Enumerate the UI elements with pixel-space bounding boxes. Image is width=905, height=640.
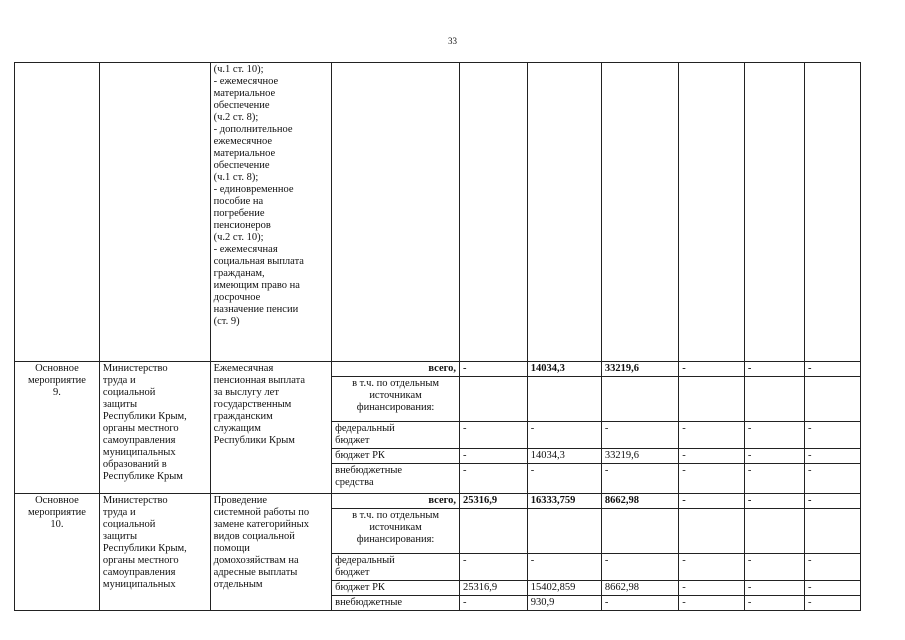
amount-cell: - xyxy=(601,554,678,581)
amount-cell xyxy=(601,377,678,422)
amount-cell xyxy=(527,509,601,554)
amount-cell: - xyxy=(679,494,745,509)
amount-cell: 33219,6 xyxy=(601,449,678,464)
amount-cell: - xyxy=(527,554,601,581)
continuation-value-cell xyxy=(679,63,745,362)
event-executor: Министерство труда и социальной защиты Республики Крым, органы местного самоуправления муниципальных образований в Республике Крым xyxy=(99,362,210,494)
funding-source: внебюджетные xyxy=(332,596,460,611)
amount-cell: - xyxy=(805,581,861,596)
continuation-value-cell xyxy=(601,63,678,362)
continuation-executor-cell xyxy=(99,63,210,362)
continuation-row xyxy=(15,63,861,362)
event-9-row xyxy=(15,362,861,377)
amount-cell: - xyxy=(744,422,804,449)
amount-cell: - xyxy=(744,362,804,377)
amount-cell: - xyxy=(460,362,528,377)
amount-cell: - xyxy=(679,449,745,464)
amount-cell: - xyxy=(679,362,745,377)
continuation-value-cell xyxy=(805,63,861,362)
amount-cell: - xyxy=(744,494,804,509)
budget-table xyxy=(14,62,861,611)
amount-cell: - xyxy=(679,581,745,596)
funding-source: в т.ч. по отдельным источникам финансирования: xyxy=(332,509,460,554)
amount-cell: - xyxy=(679,464,745,494)
amount-cell: - xyxy=(805,554,861,581)
amount-cell: - xyxy=(679,554,745,581)
event-executor: Министерство труда и социальной защиты Республики Крым, органы местного самоуправления муниципальных xyxy=(99,494,210,611)
amount-cell: 930,9 xyxy=(527,596,601,611)
amount-cell: 14034,3 xyxy=(527,362,601,377)
funding-source: бюджет РК xyxy=(332,581,460,596)
amount-cell xyxy=(805,377,861,422)
amount-cell xyxy=(460,509,528,554)
event-name: Основное мероприятие 10. xyxy=(15,494,100,611)
continuation-description: (ч.1 ст. 10); - ежемесячное материальное обеспечение (ч.2 ст. 8); - дополнительное ежемесячное материальное обеспечение (ч.1 ст. 8); - единовременное пособие на погребение пенсионеров (ч.2 ст. 10); - ежемесячная социальная выплата гражданам, имеющим право на досрочное назначение пенсии (ст. 9) xyxy=(210,63,331,362)
amount-cell: - xyxy=(805,494,861,509)
amount-cell: - xyxy=(601,464,678,494)
event-description: Проведение системной работы по замене категорийных видов социальной помощи домохозяйствам на адресные выплаты отдельным xyxy=(210,494,331,611)
amount-cell: - xyxy=(460,422,528,449)
amount-cell: - xyxy=(460,464,528,494)
page-number: 33 xyxy=(448,36,457,46)
amount-cell xyxy=(679,509,745,554)
event-name: Основное мероприятие 9. xyxy=(15,362,100,494)
continuation-value-cell xyxy=(527,63,601,362)
amount-cell xyxy=(744,509,804,554)
amount-cell: - xyxy=(744,581,804,596)
amount-cell: - xyxy=(805,464,861,494)
amount-cell: 8662,98 xyxy=(601,581,678,596)
amount-cell: - xyxy=(744,464,804,494)
amount-cell xyxy=(744,377,804,422)
continuation-name-cell xyxy=(15,63,100,362)
funding-source: бюджет РК xyxy=(332,449,460,464)
amount-cell: - xyxy=(601,422,678,449)
event-description: Ежемесячная пенсионная выплата за выслугу лет государственным гражданским служащим Республики Крым xyxy=(210,362,331,494)
budget-table-body xyxy=(15,63,861,611)
amount-cell: - xyxy=(527,464,601,494)
amount-cell: 8662,98 xyxy=(601,494,678,509)
amount-cell: - xyxy=(744,554,804,581)
amount-cell: - xyxy=(460,449,528,464)
amount-cell: - xyxy=(460,596,528,611)
amount-cell xyxy=(601,509,678,554)
amount-cell xyxy=(527,377,601,422)
continuation-value-cell xyxy=(460,63,528,362)
amount-cell: - xyxy=(601,596,678,611)
amount-cell: - xyxy=(805,362,861,377)
funding-source: в т.ч. по отдельным источникам финансирования: xyxy=(332,377,460,422)
amount-cell: - xyxy=(527,422,601,449)
funding-source: внебюджетные средства xyxy=(332,464,460,494)
continuation-source-cell xyxy=(332,63,460,362)
amount-cell: - xyxy=(805,596,861,611)
amount-cell xyxy=(805,509,861,554)
amount-cell: 14034,3 xyxy=(527,449,601,464)
amount-cell: - xyxy=(679,596,745,611)
amount-cell: 15402,859 xyxy=(527,581,601,596)
continuation-value-cell xyxy=(744,63,804,362)
amount-cell: 16333,759 xyxy=(527,494,601,509)
amount-cell: 25316,9 xyxy=(460,494,528,509)
event-10-row xyxy=(15,494,861,509)
amount-cell: - xyxy=(460,554,528,581)
amount-cell xyxy=(679,377,745,422)
amount-cell: - xyxy=(805,422,861,449)
funding-source: всего, xyxy=(332,494,460,509)
amount-cell: - xyxy=(744,596,804,611)
amount-cell: 25316,9 xyxy=(460,581,528,596)
amount-cell xyxy=(460,377,528,422)
funding-source: всего, xyxy=(332,362,460,377)
funding-source: федеральный бюджет xyxy=(332,422,460,449)
amount-cell: - xyxy=(679,422,745,449)
amount-cell: 33219,6 xyxy=(601,362,678,377)
amount-cell: - xyxy=(744,449,804,464)
funding-source: федеральный бюджет xyxy=(332,554,460,581)
amount-cell: - xyxy=(805,449,861,464)
